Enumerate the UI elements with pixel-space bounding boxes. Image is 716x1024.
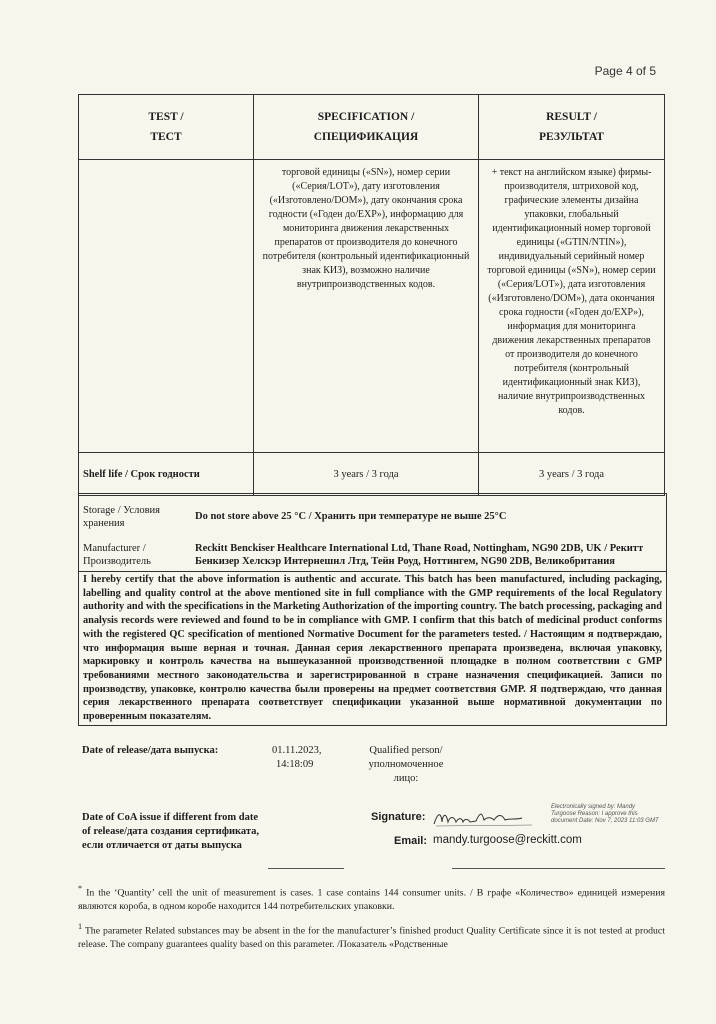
table-header-row	[79, 95, 665, 160]
header-result: RESULT / РЕЗУЛЬТАТ	[479, 95, 665, 160]
release-date-label: Date of release/дата выпуска:	[82, 745, 219, 756]
coa-date-label: Date of CoA issue if different from date of release/дата создания сертификата, если отличается от даты выпуска	[82, 812, 260, 851]
table-row-shelf-life	[79, 453, 665, 496]
certification-statement: I hereby certify that the above information is authentic and accurate. This batch has been manufactured, including packaging, labelling and quality control at the above mentioned site in full compliance with the GMP requirements of the local Regulatory authority and with the specifications in the Marketing Authorization of the importing country. The batch processing, packaging and analysis records were reviewed and found to be in compliance with GMP. I confirm that this batch of medicinal product conforms with the registered QC specification of mentioned Normative Document for the parameters tested. / Настоящим я подтверждаю, что информация выше верная и точная. Данная серия лекарственного препарата произведена, включая упаковку, маркировку и контроль качества на вышеуказанной производственной площадке в полном соответствии с GMP требованиями местного законодательства и зарегистрированной в стране назначения спецификацией. Записи по производству, упаковке, контролю качества были проверены на предмет соответствия GMP. Я подтверждаю, что данная серия лекарственного препарата соответствует спецификации указанной выше нормативной документации по проверенным показателям.	[79, 571, 666, 725]
manufacturer-label: Manufacturer / Производитель	[83, 543, 151, 567]
manufacturer-row	[79, 532, 666, 571]
storage-row	[79, 494, 666, 532]
electronic-signature-note: Electronically signed by: Mandy Turgoose Reason: I approve this document Date: Nov 7, 2023 11:03 GMT	[551, 804, 659, 824]
storage-manufacturer-box	[78, 493, 667, 726]
signature-label: Signature:	[371, 811, 426, 823]
qualified-person-label: Qualified person/ уполномоченное лицо:	[368, 745, 444, 784]
storage-value: Do not store above 25 °C / Хранить при температуре не выше 25°С	[195, 511, 507, 522]
shelf-life-result: 3 years / 3 года	[479, 453, 665, 496]
handwritten-signature	[432, 808, 544, 835]
footnote-related-substances: $^1$ The parameter Related substances may be absent in the for the manufacturer’s finished product Quality Certificate since it is not tested at product release. The company guarantees quality based on this parameter. /Показатель «Родственные	[78, 922, 665, 951]
release-time: 14:18:09	[276, 759, 314, 770]
shelf-life-spec: 3 years / 3 года	[254, 453, 479, 496]
divider-line	[452, 868, 665, 869]
email-value[interactable]: mandy.turgoose@reckitt.com	[433, 834, 582, 846]
footnote-quantity: * In the ‘Quantity’ cell the unit of measurement is cases. 1 case contains 144 consumer units. / В графе «Количество» единицей измерения являются короба, в одном коробе находится 144 потребительских упаковки.	[78, 884, 665, 913]
table-row	[79, 160, 665, 453]
header-specification: SPECIFICATION / СПЕЦИФИКАЦИЯ	[254, 95, 479, 160]
cell-result: + текст на английском языке) фирмы-производителя, штриховой код, графические элементы дизайна упаковки, глобальный идентификационный номер торговой единицы («GTIN/NTIN»), индивидуальный серийный номер торговой единицы («SN»), номер серии («Серия/LOT»), дата изготовления («Изготовлено/DOM»), дата окончания срока годности («Годен до/EXP»), информация для мониторинга движения лекарственных препаратов от производителя до конечного потребителя (контрольный идентификационный знак КИЗ), наличие внутрипроизводственных кодов.	[479, 160, 665, 453]
storage-label: Storage / Условия хранения	[83, 505, 160, 529]
test-results-table	[78, 94, 665, 496]
header-test: TEST / ТЕСТ	[79, 95, 254, 160]
cell-specification: торговой единицы («SN»), номер серии («Серия/LOT»), дату изготовления («Изготовлено/DOM»), дату окончания срока годности («Годен до/EXP»), информацию для мониторинга движения лекарственных препаратов от производителя до конечного потребителя (контрольный идентификационный знак КИЗ), возможно наличие внутрипроизводственных кодов.	[254, 160, 479, 453]
release-date: 01.11.2023,	[272, 745, 322, 756]
divider-line	[268, 868, 344, 869]
email-label: Email:	[394, 835, 428, 847]
manufacturer-value: Reckitt Benckiser Healthcare International Ltd, Thane Road, Nottingham, NG90 2DB, UK / Рекитт Бенкизер Хелскэр Интернешнл Лтд, Тейн Роуд, Ноттингем, NG90 2DB, Великобритания	[195, 543, 644, 567]
cell-test	[79, 160, 254, 453]
shelf-life-label: Shelf life / Срок годности	[79, 453, 254, 496]
page-number: Page 4 of 5	[594, 64, 656, 78]
